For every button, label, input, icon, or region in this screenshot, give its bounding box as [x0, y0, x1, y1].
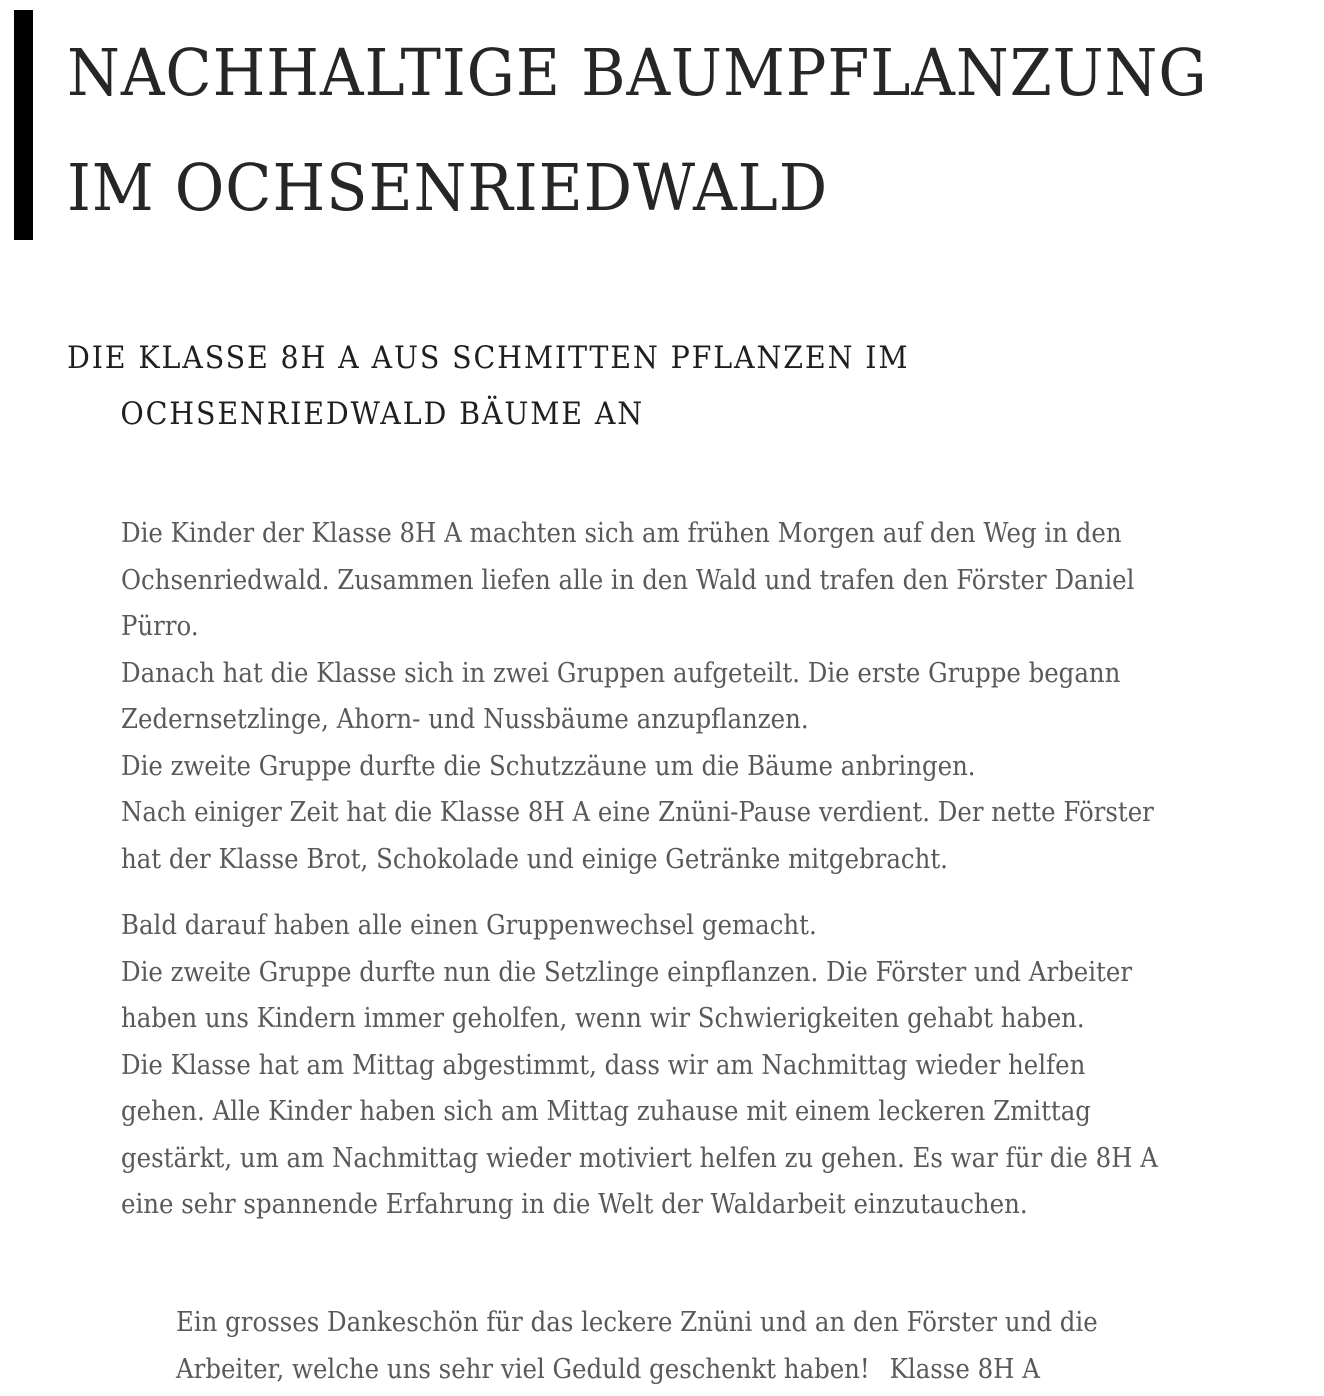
text-line: Die Klasse hat am Mittag abgestimmt, dass wir am Nachmittag wieder helfen [121, 1049, 1086, 1081]
text-line: haben uns Kindern immer geholfen, wenn wir Schwierigkeiten gehabt haben. [121, 1003, 1085, 1034]
text-line: Nach einiger Zeit hat die Klasse 8H A eine Znüni-Pause verdient. Der nette Förster [121, 797, 1154, 828]
text-line: Die zweite Gruppe durfte die Schutzzäune um die Bäume anbringen. [121, 750, 976, 782]
text-line: Ochsenriedwald. Zusammen liefen alle in den Wald und trafen den Förster Daniel [121, 564, 1135, 596]
closing-thanks [176, 1300, 1262, 1393]
body-paragraph-1 [121, 511, 1252, 883]
title-accent-bar [14, 10, 33, 240]
page-title-line-1: NACHHALTIGE BAUMPFLANZUNG [67, 36, 1208, 111]
text-line: hat der Klasse Brot, Schokolade und einige Getränke mitgebracht. [121, 843, 948, 875]
text-line: Pürro. [121, 611, 199, 642]
page-subtitle [67, 330, 987, 442]
text-line: Bald darauf haben alle einen Gruppenwechsel gemacht. [121, 910, 817, 941]
text-line: Die Kinder der Klasse 8H A machten sich am frühen Morgen auf den Weg in den [121, 518, 1122, 549]
text-line: Zedernsetzlinge, Ahorn- und Nussbäume anzupflanzen. [121, 704, 809, 735]
page-subtitle-line-2: OCHSENRIEDWALD BÄUME AN [120, 396, 645, 432]
class-signature: Klasse 8H A [889, 1353, 1040, 1385]
text-line: Die zweite Gruppe durfte nun die Setzlinge einpflanzen. Die Förster und Arbeiter [121, 956, 1132, 988]
page-title [67, 16, 1230, 246]
body-paragraph-2 [121, 903, 1252, 1229]
closing-line-1: Ein grosses Dankeschön für das leckere Znüni und an den Förster und die [176, 1307, 1098, 1338]
closing-line-2 [176, 1347, 1262, 1394]
text-line: Danach hat die Klasse sich in zwei Gruppen aufgeteilt. Die erste Gruppe begann [121, 657, 1121, 689]
text-line: gehen. Alle Kinder haben sich am Mittag zuhause mit einem leckeren Zmittag [121, 1096, 1091, 1127]
text-line: gestärkt, um am Nachmittag wieder motiviert helfen zu gehen. Es war für die 8H A [121, 1142, 1158, 1174]
text-line: eine sehr spannende Erfahrung in die Welt der Waldarbeit einzutauchen. [121, 1189, 1028, 1220]
page-title-line-2: IM OCHSENRIEDWALD [67, 151, 829, 226]
closing-line-2-text: Arbeiter, welche uns sehr viel Geduld geschenkt haben! [176, 1353, 870, 1385]
page-subtitle-line-1: DIE KLASSE 8H A AUS SCHMITTEN PFLANZEN IM [67, 340, 910, 376]
